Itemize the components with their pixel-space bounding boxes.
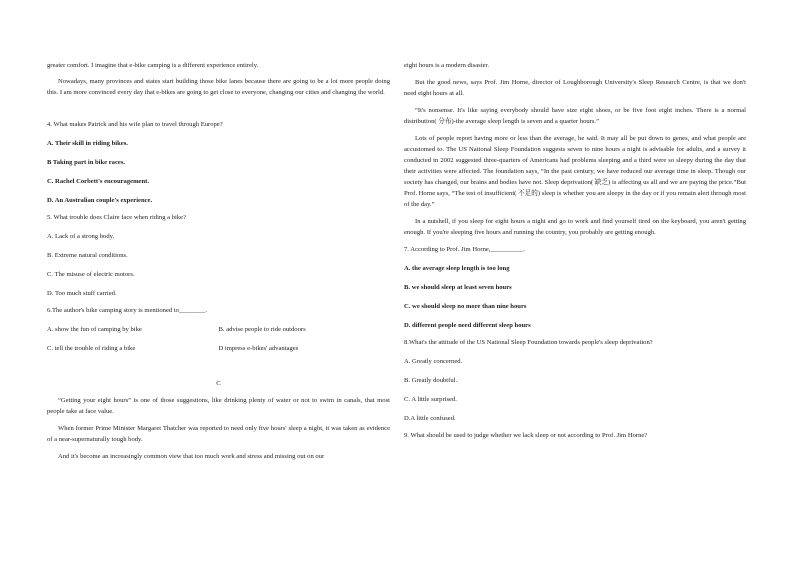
option-a: A. Greatly concerned. [404,358,463,365]
option-c: C. tell the trouble of riding a bike [47,345,136,352]
paragraph: Lots of people report having more or less than the average, he said. It may all be put down to genes, and what people are accustomed to. The US National Sleep Foundation suggests seven to nine hours a night is advisable for adults, and a survey it conducted in 2002 suggested three-quarters of Americans had problems sleeping and a third were so sleepy during the day that their activities were affected. The foundation says, “In the past century, we have reduced our average time in sleep. Though our society has changed, our brains and bodies have not. Sleep deprivation( 缺乏) is affecting us all and we are paying the price.”But Prof. Horne says, “The test of insufficient( 不足的) sleep is whether you are sleepy in the day or if you remain alert through most of the day.” [404,135,746,208]
paragraph: greater comfort. I imagine that e-bike camping is a different experience entirely. [47,62,259,69]
paragraph: When former Prime Minister Margaret Thatcher was reported to need only five hours' sleep a night, it was taken as evidence of a near-supernaturally tough body. [47,425,390,443]
question-stem: 8.What's the attitude of the US National Sleep Foundation towards people's sleep deprivation? [404,339,653,346]
question-stem: 9. What should be used to judge whether we lack sleep or not according to Prof. Jim Horne? [404,432,648,439]
option-c: C. we should sleep no more than nine hours [404,303,527,310]
right-column [404,60,746,441]
options-row [47,343,390,354]
paragraph: “It's nonsense. It's like saying everybody should have size eight shoes, or be five foot eight inches. There is a normal distribution( 分布)-the average sleep length is seven and a quarter hours.” [404,107,746,125]
option-b: B. we should sleep at least seven hours [404,284,512,291]
option-b: B. Greatly doubtful. [404,377,458,384]
paragraph: “Getting your eight hours” is one of those suggestions, like drinking plenty of water or not to swim in canals, that most people take at face value. [47,397,390,415]
option-a: A. Lack of a strong body. [47,233,115,240]
option-a: A. Their skill in riding bikes. [47,140,128,147]
question-stem: 5. What trouble does Claire face when riding a bike? [47,214,187,221]
question-5 [47,212,390,299]
option-d: D impress e-bikes' advantages [218,345,299,352]
question-stem: 4. What makes Patrick and his wife plan to travel through Europe? [47,121,223,128]
option-b: B Taking part in bike races. [47,159,126,166]
paragraph: And it's become an increasingly common view that too much work and stress and missing out on our [58,453,325,460]
option-c: C. The misuse of electric motors. [47,271,135,278]
option-c: C. Rachel Corbett's encouragement. [47,178,149,185]
question-9 [404,430,746,441]
option-b: B. advise people to ride outdoors [218,326,306,333]
question-4 [47,119,390,206]
option-d: D. Too much stuff carried. [47,290,117,297]
option-d: D.A little confused. [404,415,456,422]
question-7 [404,244,746,331]
options-row [47,324,390,335]
paragraph: Nowadays, many provinces and states start building those bike lanes because there are going to be a lot more people doing this. I am more convinced every day that e-bikes are going to get close to everyone, changing our cities and changing the world. [47,78,390,96]
option-b: B. Extreme natural conditions. [47,252,128,259]
paragraph: But the good news, says Prof. Jim Horne, director of Loughborough University's Sleep Research Centre, is that we don't need eight hours at all. [404,79,746,97]
option-d: D. An Australian couple's experience. [47,197,153,204]
option-d: D. different people need different sleep hours [404,322,531,329]
option-a: A. show the fun of camping by bike [47,326,142,333]
paragraph: eight hours is a modern disaster. [404,62,489,69]
option-a: A. the average sleep length is too long [404,265,510,272]
question-8 [404,337,746,424]
section-label: C [216,380,221,387]
question-stem: 6.The author's bike camping story is mentioned to________. [47,307,207,314]
question-6 [47,305,390,354]
paragraph: In a nutshell, if you sleep for eight hours a night and go to work and find yourself tired on the keyboard, you aren't getting enough. If you're sleeping five hours and running the country, you probably are getting enough. [404,218,746,236]
option-c: C. A little surprised. [404,396,457,403]
left-column [47,60,390,462]
question-stem: 7. According to Prof. Jim Horne,__________. [404,246,526,253]
